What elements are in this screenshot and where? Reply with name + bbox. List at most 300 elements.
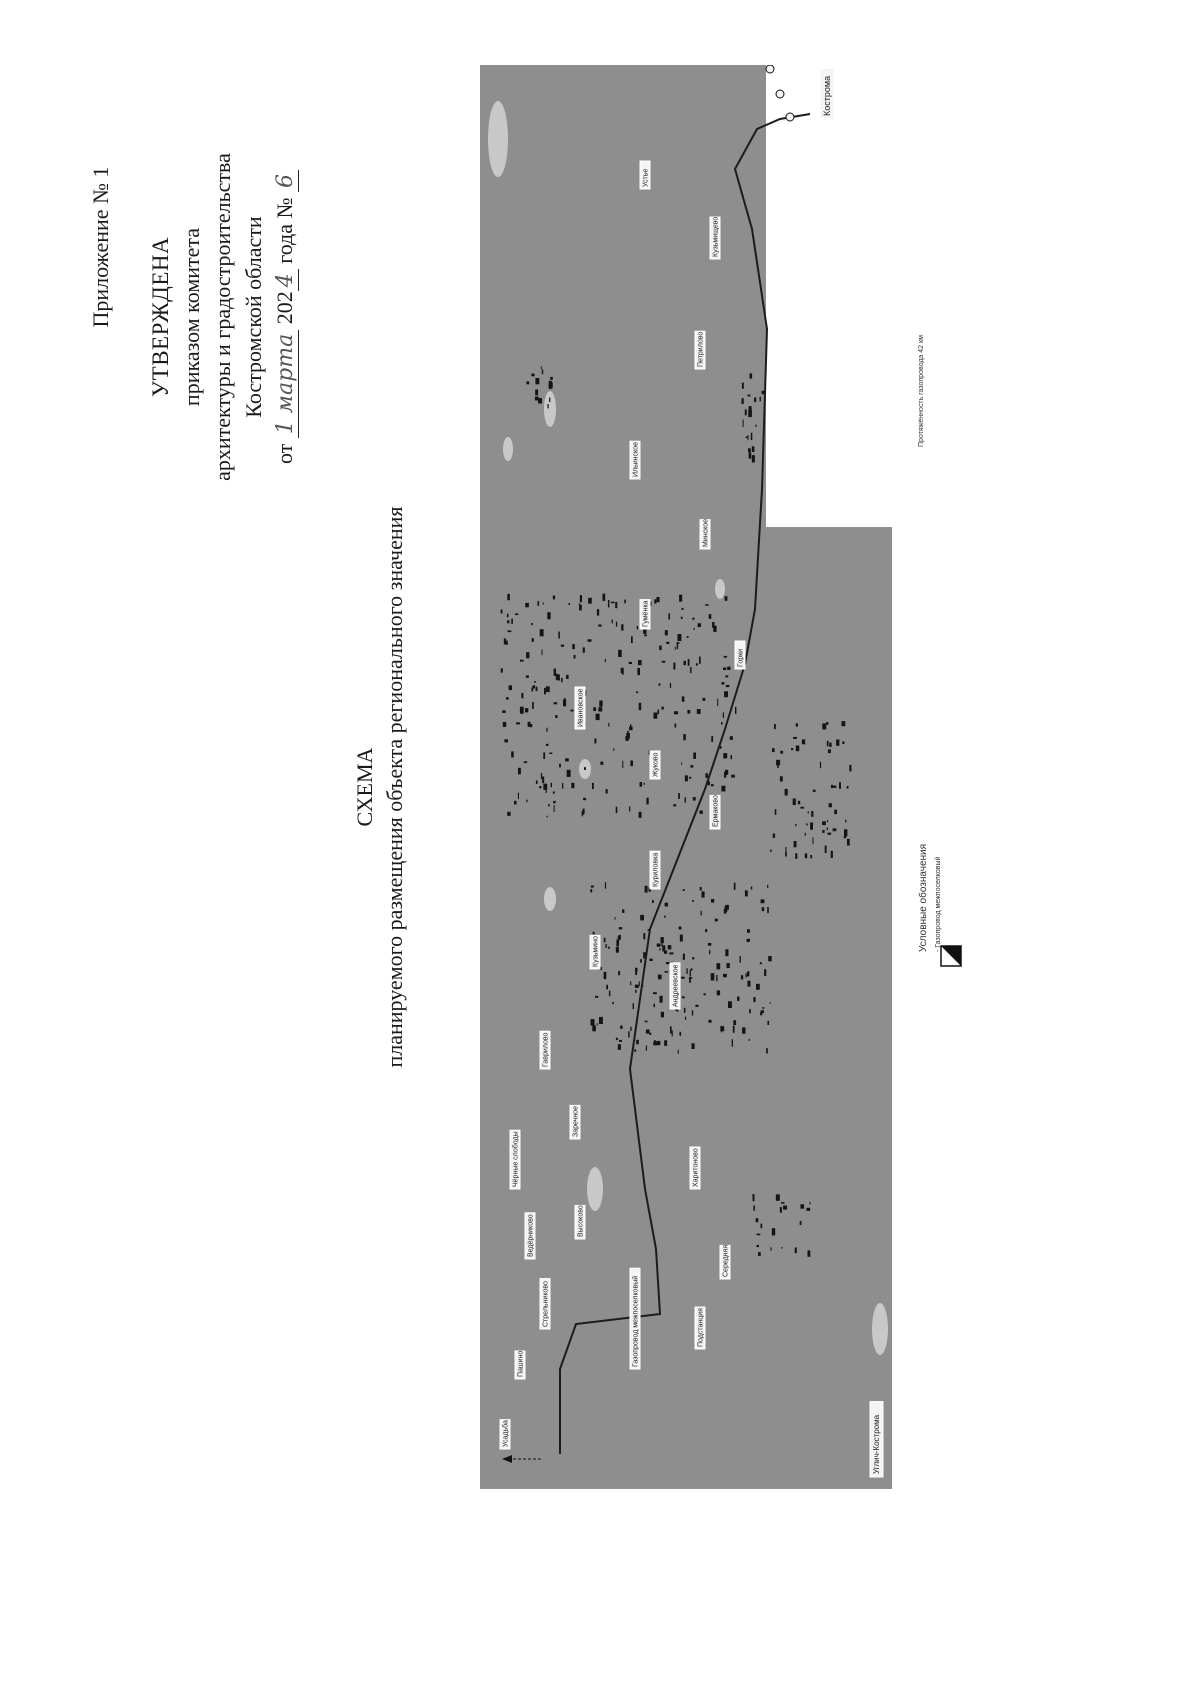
forest-patch [509, 685, 512, 690]
forest-patch [541, 367, 542, 370]
lake [488, 101, 508, 177]
forest-patch [588, 639, 592, 642]
forest-patch [702, 891, 705, 897]
forest-patch [711, 784, 714, 786]
forest-patch [745, 890, 748, 896]
settlement-label [540, 1279, 550, 1329]
forest-patch [536, 687, 538, 692]
forest-patch [833, 828, 837, 831]
forest-patch [741, 975, 743, 979]
forest-patch [549, 753, 552, 755]
forest-patch [526, 652, 529, 658]
forest-patch [666, 642, 669, 644]
handwritten-year-digit: 4 [273, 269, 299, 291]
forest-patch [692, 618, 694, 620]
settlement-label [640, 600, 650, 629]
forest-patch [673, 663, 675, 670]
forest-patch [659, 683, 661, 685]
forest-patch [770, 850, 772, 852]
svg-text:Кузьмино: Кузьмино [592, 936, 600, 967]
forest-patch [805, 833, 806, 836]
forest-patch [643, 933, 645, 939]
forest-patch [720, 1026, 724, 1031]
forest-patch [768, 956, 772, 961]
svg-text:Гаврилово: Гаврилово [542, 1032, 550, 1067]
forest-patch [639, 703, 642, 710]
forest-patch [611, 602, 615, 604]
svg-text:Подстанция: Подстанция [697, 1308, 705, 1347]
forest-patch [723, 753, 727, 758]
forest-patch [747, 981, 750, 987]
forest-patch [550, 377, 553, 380]
forest-patch [504, 739, 508, 742]
forest-patch [753, 1205, 755, 1211]
forest-patch [542, 777, 544, 784]
forest-patch [767, 885, 768, 888]
forest-patch [657, 944, 661, 947]
forest-patch [543, 752, 545, 759]
forest-patch [781, 1247, 782, 1249]
forest-patch [781, 1202, 784, 1204]
forest-patch [582, 812, 585, 814]
forest-patch [612, 1002, 614, 1004]
forest-patch [650, 959, 653, 961]
forest-patch [597, 1023, 598, 1025]
forest-patch [677, 642, 680, 644]
forest-patch [692, 957, 694, 959]
forest-patch [683, 954, 685, 960]
forest-patch [761, 1224, 763, 1229]
forest-patch [669, 952, 673, 954]
forest-patch [596, 714, 600, 720]
forest-patch [503, 722, 506, 727]
lake [587, 1167, 603, 1211]
forest-patch [733, 1026, 735, 1033]
forest-patch [678, 634, 682, 641]
forest-patch [583, 798, 586, 800]
forest-patch [535, 378, 539, 384]
forest-patch [590, 889, 592, 892]
forest-patch [572, 644, 575, 649]
forest-patch [592, 1025, 596, 1031]
forest-patch [678, 1050, 679, 1054]
forest-patch [661, 1012, 664, 1018]
forest-patch [584, 767, 586, 770]
forest-patch [616, 622, 617, 627]
forest-patch [515, 613, 518, 615]
svg-text:Пашино: Пашино [517, 1350, 525, 1377]
lake [544, 391, 556, 427]
forest-patch [511, 619, 513, 625]
forest-patch [697, 709, 701, 714]
forest-patch [600, 762, 603, 765]
forest-patch [501, 668, 503, 672]
forest-patch [579, 605, 582, 611]
forest-patch [844, 836, 847, 838]
forest-patch [532, 702, 534, 709]
forest-patch [665, 903, 668, 907]
forest-patch [822, 723, 826, 729]
forest-patch [532, 638, 534, 642]
forest-patch [629, 806, 630, 811]
forest-patch [725, 949, 728, 956]
forest-patch [681, 763, 682, 765]
forest-patch [511, 751, 514, 757]
forest-patch [606, 985, 608, 990]
svg-text:Минское: Минское [702, 518, 710, 547]
forest-patch [709, 614, 712, 619]
forest-patch [680, 935, 683, 942]
forest-patch [687, 636, 689, 638]
forest-patch [616, 947, 619, 953]
forest-patch [606, 789, 608, 794]
forest-patch [798, 801, 800, 804]
forest-patch [562, 783, 563, 789]
forest-patch [518, 793, 519, 800]
forest-patch [579, 603, 580, 605]
forest-patch [722, 682, 725, 685]
settlement-label [575, 687, 585, 729]
svg-text:Кострома: Кострома [822, 75, 832, 116]
settlement-label [690, 1147, 700, 1189]
forest-patch [822, 830, 824, 833]
forest-patch [737, 997, 740, 1001]
forest-patch [711, 899, 714, 903]
forest-patch [507, 812, 510, 816]
forest-patch [668, 613, 670, 619]
forest-patch [615, 602, 617, 608]
forest-patch [828, 833, 832, 835]
forest-patch [644, 783, 645, 785]
forest-patch [591, 886, 594, 888]
forest-patch [703, 698, 706, 701]
forest-patch [800, 807, 804, 809]
forest-patch [717, 699, 718, 706]
forest-patch [749, 452, 752, 458]
forest-patch [770, 1002, 771, 1004]
forest-patch [691, 765, 694, 768]
forest-patch [565, 758, 569, 761]
forest-patch [732, 1039, 733, 1046]
forest-patch [524, 761, 527, 763]
forest-patch [785, 789, 788, 796]
forest-patch [831, 785, 833, 788]
forest-patch [530, 724, 533, 727]
route-node [766, 65, 774, 73]
forest-patch [689, 977, 692, 979]
forest-patch [847, 786, 849, 788]
forest-patch [847, 839, 850, 846]
forest-patch [693, 753, 696, 759]
forest-patch [745, 409, 747, 415]
forest-patch [679, 1032, 681, 1036]
date-prefix: от [272, 443, 297, 465]
forest-patch [504, 638, 506, 644]
forest-patch [624, 600, 626, 604]
settlement-label [695, 331, 705, 369]
forest-patch [756, 1218, 759, 1222]
forest-patch [661, 707, 663, 710]
forest-patch [747, 971, 749, 976]
forest-patch [652, 900, 654, 903]
forest-patch [679, 927, 682, 930]
forest-patch [583, 647, 585, 652]
forest-patch [760, 397, 761, 402]
forest-patch [661, 940, 662, 947]
svg-text:Гумёнка: Гумёнка [642, 600, 650, 627]
forest-patch [696, 663, 698, 665]
forest-patch [721, 722, 723, 725]
forest-patch [635, 969, 637, 975]
forest-patch [629, 727, 633, 731]
forest-patch [619, 1040, 622, 1042]
forest-patch [704, 993, 706, 995]
forest-patch [639, 981, 640, 986]
forest-patch [746, 973, 747, 977]
annex-label: Приложение № 1 [88, 166, 113, 328]
forest-patch [773, 834, 775, 838]
forest-patch [644, 635, 647, 637]
settlement-label [500, 1420, 510, 1449]
forest-patch [681, 977, 685, 979]
settlement-label [720, 1245, 730, 1279]
forest-patch [762, 1007, 764, 1009]
forest-patch [734, 883, 736, 890]
forest-patch [795, 1248, 797, 1254]
forest-patch [666, 962, 670, 964]
forest-patch [764, 969, 766, 976]
forest-patch [554, 669, 556, 676]
forest-patch [690, 667, 691, 673]
forest-patch [699, 657, 701, 664]
forest-patch [795, 853, 797, 859]
forest-patch [613, 748, 614, 751]
forest-patch [747, 929, 750, 933]
forest-patch [793, 799, 796, 806]
svg-text:Куриловка: Куриловка [652, 852, 660, 887]
forest-patch [616, 940, 619, 947]
forest-patch [542, 369, 543, 374]
forest-patch [725, 906, 728, 912]
forest-patch [594, 739, 596, 744]
svg-text:Устье: Устье [642, 168, 650, 187]
map-canvas [480, 65, 892, 1489]
svg-text:Газопровод межпоселковый: Газопровод межпоселковый [632, 1275, 640, 1367]
svg-text:Ильинское: Ильинское [632, 442, 640, 477]
forest-patch [723, 974, 727, 978]
scheme-title: СХЕМА [352, 747, 377, 827]
forest-patch [672, 1030, 673, 1036]
svg-text:Горки: Горки [737, 648, 745, 667]
forest-patch [724, 772, 726, 778]
forest-patch [546, 686, 550, 692]
forest-patch [514, 801, 517, 805]
forest-patch [716, 975, 717, 981]
route-node [786, 113, 794, 121]
forest-patch [656, 597, 659, 602]
forest-patch [772, 1228, 775, 1235]
settlement-label [570, 1105, 580, 1139]
forest-patch [665, 971, 668, 973]
forest-patch [598, 707, 602, 711]
forest-patch [822, 821, 826, 825]
forest-patch [553, 801, 556, 803]
forest-patch [608, 723, 609, 727]
forest-patch [646, 1046, 647, 1051]
forest-patch [834, 810, 837, 815]
forest-patch [731, 755, 733, 759]
forest-patch [540, 400, 542, 403]
svg-text:Высоково: Высоково [577, 1205, 585, 1237]
forest-patch [501, 610, 503, 614]
forest-patch [598, 625, 601, 627]
pipeline-length-note: Протяжённость газопровода 42 км [918, 335, 925, 447]
forest-patch [526, 676, 529, 678]
forest-patch [547, 404, 548, 408]
forest-patch [664, 916, 666, 918]
forest-patch [673, 804, 676, 806]
forest-patch [525, 708, 528, 712]
forest-patch [555, 715, 557, 718]
forest-patch [839, 782, 841, 789]
forest-patch [567, 770, 571, 777]
forest-patch [630, 1027, 631, 1031]
forest-patch [776, 1194, 780, 1200]
forest-patch [717, 963, 721, 969]
forest-patch [690, 970, 691, 977]
forest-patch [608, 600, 610, 607]
forest-patch [605, 882, 606, 889]
forest-patch [813, 790, 816, 792]
forest-patch [664, 1040, 667, 1046]
forest-patch [747, 939, 748, 942]
pipeline-legend-icon [940, 945, 962, 967]
forest-patch [640, 959, 642, 963]
forest-patch [685, 797, 686, 803]
forest-patch [805, 853, 807, 858]
forest-patch [535, 397, 539, 401]
settlement-label [630, 441, 640, 479]
forest-patch [506, 697, 509, 699]
legend-item-pipeline: - Газопровод межпоселковый [935, 856, 942, 952]
forest-patch [692, 900, 694, 902]
forest-patch [700, 887, 702, 891]
forest-patch [668, 945, 672, 949]
forest-patch [842, 721, 846, 726]
forest-patch [659, 948, 660, 950]
forest-patch [742, 383, 744, 389]
forest-patch [556, 674, 558, 680]
forest-patch [683, 734, 686, 740]
forest-patch [698, 623, 701, 627]
svg-text:Усадьба: Усадьба [502, 1420, 510, 1447]
settlement-label [700, 519, 710, 549]
forest-patch [752, 455, 755, 462]
forest-patch [811, 811, 813, 817]
forest-patch [604, 938, 606, 943]
forest-patch [531, 374, 534, 377]
forest-patch [629, 662, 632, 664]
forest-patch [802, 739, 805, 744]
forest-patch [599, 1017, 603, 1024]
forest-patch [618, 1044, 621, 1050]
forest-patch [774, 724, 776, 729]
forest-patch [534, 681, 536, 683]
forest-patch [757, 1234, 761, 1236]
forest-patch [622, 761, 623, 768]
forest-patch [752, 446, 755, 452]
forest-patch [791, 748, 793, 750]
forest-patch [662, 945, 665, 951]
forest-patch [705, 773, 708, 778]
route-start-label [870, 1402, 883, 1477]
approval-block [145, 67, 301, 567]
forest-patch [603, 594, 606, 601]
forest-patch [678, 793, 680, 799]
forest-patch [833, 786, 837, 788]
forest-patch [636, 692, 638, 694]
forest-patch [571, 783, 574, 788]
forest-patch [810, 855, 812, 858]
forest-patch [780, 751, 783, 754]
forest-patch [637, 668, 640, 675]
forest-patch [828, 749, 831, 753]
forest-patch [640, 915, 644, 921]
forest-patch [731, 775, 735, 778]
forest-patch [742, 1027, 745, 1033]
forest-patch [749, 1039, 750, 1041]
forest-patch [727, 667, 730, 670]
forest-patch [725, 675, 728, 677]
forest-patch [620, 1026, 623, 1029]
forest-patch [730, 736, 733, 740]
satellite-map [480, 65, 892, 1489]
forest-patch [756, 984, 760, 990]
forest-patch [711, 736, 713, 742]
forest-patch [808, 811, 809, 813]
forest-patch [684, 661, 687, 665]
forest-patch [635, 990, 637, 993]
settlement-label [630, 1268, 640, 1369]
forest-patch [542, 649, 543, 655]
forest-patch [521, 693, 523, 698]
forest-patch [675, 724, 677, 728]
svg-text:Андреевское: Андреевское [672, 964, 680, 1007]
settlement-label [575, 1205, 585, 1239]
forest-patch [618, 971, 620, 975]
forest-patch [679, 595, 682, 602]
forest-patch [506, 641, 508, 645]
forest-patch [604, 972, 607, 979]
approval-date-line [269, 67, 301, 567]
settlement-label [590, 935, 600, 969]
forest-patch [531, 623, 533, 625]
forest-patch [597, 609, 599, 615]
forest-patch [705, 929, 707, 932]
forest-patch [599, 701, 602, 707]
forest-patch [645, 886, 648, 893]
forest-patch [507, 614, 509, 618]
forest-patch [605, 659, 606, 662]
forest-patch [612, 620, 613, 624]
forest-patch [670, 1026, 672, 1033]
forest-patch [685, 775, 688, 781]
settlement-label [710, 217, 720, 259]
forest-patch [836, 740, 839, 746]
forest-patch [692, 1010, 693, 1015]
forest-patch [751, 433, 753, 440]
forest-patch [539, 786, 541, 788]
